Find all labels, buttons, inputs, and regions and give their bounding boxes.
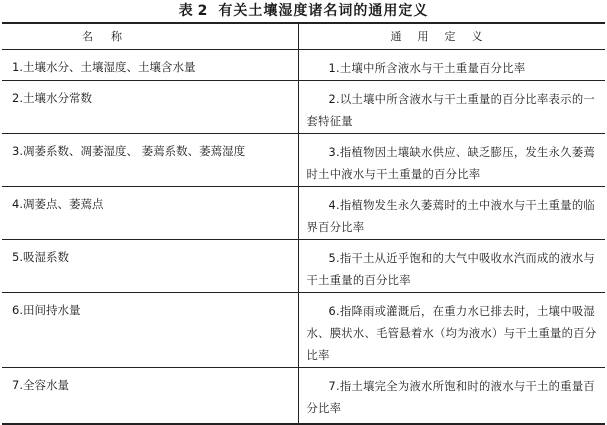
caption-prefix: 表: [178, 3, 194, 19]
definition-cell: [298, 368, 605, 425]
term-definition: 6.指降雨或灌溉后，在重力水已排去时，土壤中吸湿水、膜状水、毛管悬着水（均为液水）与干土重量的百分比率: [306, 305, 597, 362]
header-definition: 通用定义: [298, 23, 605, 50]
name-cell: [2, 50, 298, 81]
definition-cell: [298, 187, 605, 240]
term-name: 7.全容水量: [12, 378, 69, 392]
name-cell: [2, 240, 298, 293]
caption-text: 有关土壤湿度诸名词的通用定义: [218, 3, 429, 19]
term-definition: 5.指干土从近乎饱和的大气中吸收水汽而成的液水与干土重量的百分比率: [306, 252, 596, 287]
name-cell: [2, 81, 298, 134]
table-row: [2, 50, 605, 81]
header-row: [2, 23, 605, 50]
definition-cell: [298, 240, 605, 293]
caption-number: 2: [197, 3, 209, 19]
definition-cell: [298, 50, 605, 81]
definitions-table: [2, 22, 605, 425]
term-definition: 7.指土壤完全为液水所饱和时的液水与干土的重量百分比率: [306, 380, 596, 415]
definition-cell: [298, 81, 605, 134]
term-definition: 2.以土壤中所含液水与干土重量的百分比率表示的一套特征量: [306, 93, 596, 128]
name-cell: [2, 187, 298, 240]
name-cell: [2, 134, 298, 187]
term-name: 5.吸湿系数: [12, 250, 69, 264]
term-definition: 3.指植物因土壤缺水供应、缺乏膨压，发生永久萎蔫时土中液水与干土重量的百分比率: [306, 146, 596, 181]
table-row: [2, 134, 605, 187]
name-cell: [2, 293, 298, 368]
term-name: 2.土壤水分常数: [12, 91, 92, 105]
name-cell: [2, 368, 298, 425]
table-row: [2, 368, 605, 425]
term-name: 6.田间持水量: [12, 303, 81, 317]
table-row: [2, 293, 605, 368]
term-name: 1.土壤水分、土壤湿度、土壤含水量: [12, 60, 196, 74]
term-name: 4.凋萎点、萎蔫点: [12, 197, 104, 211]
term-name: 3.凋萎系数、凋萎湿度、 萎蔫系数、萎蔫湿度: [12, 144, 246, 158]
table-row: [2, 240, 605, 293]
definition-cell: [298, 293, 605, 368]
term-definition: 1.土壤中所含液水与干土重量百分比率: [328, 62, 526, 75]
table-row: [2, 81, 605, 134]
term-definition: 4.指植物发生永久萎蔫时的土中液水与干土重量的临界百分比率: [306, 199, 596, 234]
table-caption: [0, 2, 607, 20]
definition-cell: [298, 134, 605, 187]
header-name: 名称: [2, 23, 298, 50]
table-row: [2, 187, 605, 240]
